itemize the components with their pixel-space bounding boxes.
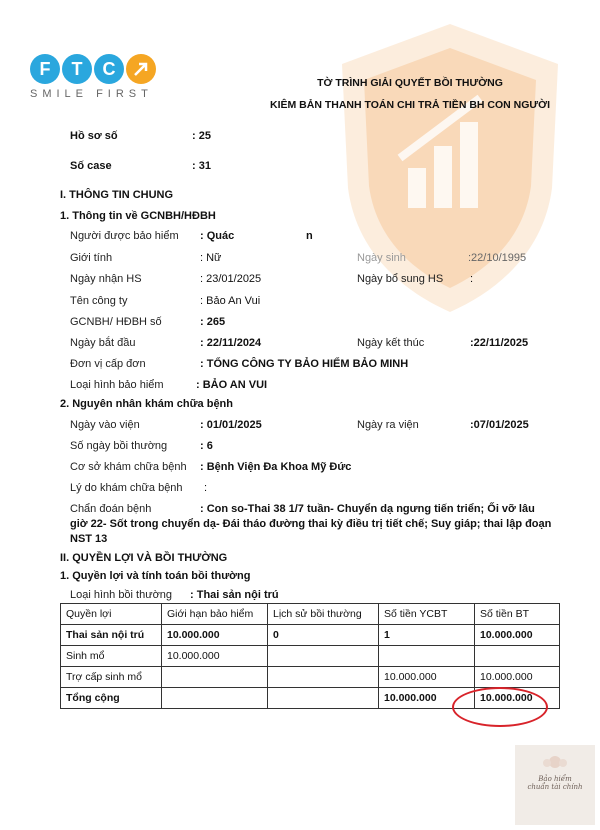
insured-value: : Quác — [200, 230, 235, 242]
table-cell: Thai sản nội trú — [61, 625, 162, 646]
gender-value: : Nữ — [200, 252, 222, 264]
issuer-label: Đơn vị cấp đơn — [70, 358, 146, 370]
file-number-label: Hồ sơ số — [70, 130, 118, 142]
column-header: Giới hạn bảo hiểm — [162, 604, 268, 625]
facility-label: Cơ sở khám chữa bệnh — [70, 461, 187, 473]
supplement-date-value: : — [470, 273, 474, 285]
column-header: Quyền lợi — [61, 604, 162, 625]
subsection-cause-title: 2. Nguyên nhân khám chữa bệnh — [60, 398, 233, 410]
table-cell: 10.000.000 — [379, 667, 475, 688]
table-cell — [162, 667, 268, 688]
table-cell: 1 — [379, 625, 475, 646]
diagnosis-line-1: : Con so-Thai 38 1/7 tuần- Chuyển dạ ngưng tiến triển; Ối vỡ lâu — [200, 503, 535, 515]
logo-letter-t: T — [62, 54, 92, 84]
column-header: Số tiền BT — [475, 604, 560, 625]
logo-letter-f: F — [30, 54, 60, 84]
case-number-value: : 31 — [192, 160, 211, 172]
subsection-cert-title: 1. Thông tin về GCNBH/HĐBH — [60, 210, 216, 222]
table-cell: 10.000.000 — [379, 688, 475, 709]
received-date-label: Ngày nhận HS — [70, 273, 142, 285]
table-cell: Sinh mổ — [61, 646, 162, 667]
section-benefits-title: II. QUYỀN LỢI VÀ BỒI THƯỜNG — [60, 552, 228, 564]
start-date-value: : 22/11/2024 — [200, 337, 262, 349]
logo-arrow-icon — [126, 54, 156, 84]
section-general-title: I. THÔNG TIN CHUNG — [60, 189, 174, 201]
company-label: Tên công ty — [70, 295, 128, 307]
table-cell: 10.000.000 — [162, 625, 268, 646]
insurance-type-value: : BẢO AN VUI — [196, 379, 268, 391]
document-title: TỜ TRÌNH GIẢI QUYẾT BỒI THƯỜNG — [317, 77, 503, 89]
table-cell: 10.000.000 — [475, 625, 560, 646]
reason-value: : — [204, 482, 208, 494]
supplement-date-label: Ngày bổ sung HS — [357, 273, 444, 285]
case-number-label: Số case — [70, 160, 112, 172]
received-date-value: : 23/01/2025 — [200, 273, 262, 285]
table-row — [61, 667, 560, 688]
ftc-logo — [30, 54, 170, 106]
file-number-value: : 25 — [192, 130, 211, 142]
insurance-type-label: Loại hình bảo hiểm — [70, 379, 164, 391]
stamp-line-2: chuẩn tài chính — [527, 783, 583, 791]
reason-label: Lý do khám chữa bệnh — [70, 482, 183, 494]
insured-name-tail: n — [306, 230, 313, 242]
claim-days-label: Số ngày bồi thường — [70, 440, 168, 452]
claim-days-value: : 6 — [200, 440, 213, 452]
table-cell: 10.000.000 — [162, 646, 268, 667]
claim-type-value: : Thai sản nội trú — [190, 589, 279, 601]
discharge-date-value: :07/01/2025 — [470, 419, 529, 431]
table-cell: 0 — [268, 625, 379, 646]
claim-type-label: Loại hình bồi thường — [70, 589, 173, 601]
table-header-row — [61, 604, 560, 625]
table-cell: 10.000.000 — [475, 667, 560, 688]
table-cell: 10.000.000 — [475, 688, 560, 709]
logo-letter-c: C — [94, 54, 124, 84]
table-cell: Trợ cấp sinh mổ — [61, 667, 162, 688]
discharge-date-label: Ngày ra viện — [357, 419, 419, 431]
stamp-flower-icon — [535, 751, 575, 773]
company-value: : Bảo An Vui — [200, 295, 261, 307]
start-date-label: Ngày bắt đầu — [70, 337, 136, 349]
table-row — [61, 646, 560, 667]
table-cell — [268, 688, 379, 709]
table-cell — [268, 646, 379, 667]
admission-date-value: : 01/01/2025 — [200, 419, 262, 431]
table-cell — [379, 646, 475, 667]
table-cell: Tổng cộng — [61, 688, 162, 709]
column-header: Lịch sử bồi thường — [268, 604, 379, 625]
highlight-circle — [452, 687, 548, 727]
certificate-value: : 265 — [200, 316, 226, 328]
table-cell — [475, 646, 560, 667]
logo-slogan: SMILE FIRST — [30, 88, 153, 100]
diagnosis-line-2: giờ 22- Sốt trong chuyển dạ- Đái tháo đường thai kỳ điều trị tiết chế; Suy giáp; thai lập đoạn — [70, 518, 552, 530]
dob-label: Ngày sinh — [357, 252, 406, 264]
certificate-label: GCNBH/ HĐBH số — [70, 316, 162, 328]
table-row — [61, 625, 560, 646]
gender-label: Giới tính — [70, 252, 113, 264]
column-header: Số tiền YCBT — [379, 604, 475, 625]
table-cell — [268, 667, 379, 688]
insured-label: Người được bảo hiểm — [70, 230, 179, 242]
admission-date-label: Ngày vào viện — [70, 419, 140, 431]
corner-stamp — [515, 745, 595, 825]
diagnosis-label: Chẩn đoán bệnh — [70, 503, 152, 515]
end-date-label: Ngày kết thúc — [357, 337, 425, 349]
end-date-value: :22/11/2025 — [470, 337, 529, 349]
facility-value: : Bệnh Viện Đa Khoa Mỹ Đức — [200, 461, 352, 473]
subsection-calc-title: 1. Quyền lợi và tính toán bồi thường — [60, 570, 251, 582]
issuer-value: : TỔNG CÔNG TY BẢO HIỂM BẢO MINH — [200, 358, 409, 370]
table-cell — [162, 688, 268, 709]
diagnosis-line-3: NST 13 — [70, 533, 108, 545]
stamp-line-1: Bảo hiểm — [538, 775, 572, 783]
dob-value: :22/10/1995 — [468, 252, 527, 264]
document-subtitle: KIÊM BẢN THANH TOÁN CHI TRẢ TIỀN BH CON NGƯỜI — [270, 99, 550, 111]
document-header — [230, 72, 590, 116]
